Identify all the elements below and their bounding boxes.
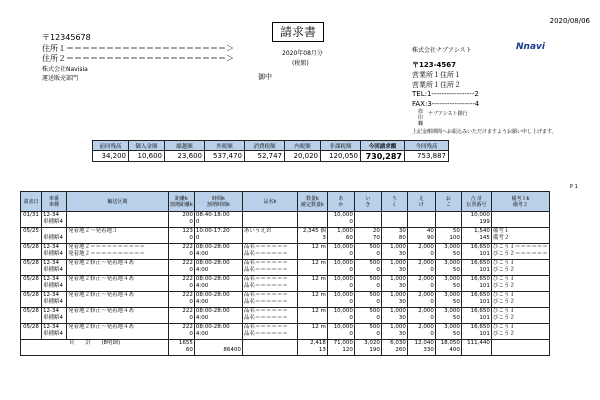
cell-item: 品名＝＝＝＝＝＝ 品名＝＝＝＝＝＝ (242, 308, 297, 324)
issue-date: 2020/08/06 (549, 17, 590, 25)
summary-table (92, 140, 449, 162)
recipient-honorific: 御中 (258, 73, 272, 81)
table-row (21, 324, 550, 340)
cell-note: びこう１ びこう２ (491, 324, 549, 340)
cell-route: 発着地２修正～発着地４あ (67, 276, 169, 292)
total-row (21, 340, 550, 356)
cell-quantity: 12 m (297, 276, 327, 292)
cell-i: 500 0 (354, 276, 381, 292)
cell-total: 16,650 101 (461, 324, 491, 340)
cell-distance: 123 0 (169, 228, 195, 244)
cell-quantity (297, 212, 327, 228)
cell-a: 1,000 60 (327, 228, 354, 244)
total-item (242, 340, 297, 356)
cell-u: 1,000 30 (381, 260, 407, 276)
remittance-note: 上記金額期間へお振込みいただけますようお願い申し上げます。 (412, 129, 557, 135)
cell-i: 500 0 (354, 308, 381, 324)
summary-value: 120,050 (321, 151, 361, 162)
cell-a: 10,000 0 (327, 260, 354, 276)
cell-u: 1,000 30 (381, 324, 407, 340)
column-header: 数量k 確定数量k (297, 192, 327, 212)
summary-value: 52,747 (245, 151, 285, 162)
cell-a: 10,000 0 (327, 276, 354, 292)
summary-header: 内税額 (285, 141, 321, 151)
page-number: P 1 (570, 184, 578, 190)
cell-vehicle: 12-34 車種略4 (42, 212, 67, 228)
summary-value: 730,287 (361, 151, 405, 162)
cell-vehicle: 12-34 車種略4 (42, 324, 67, 340)
cell-u: 1,000 30 (381, 244, 407, 260)
cell-quantity: 2,345 個 3 (297, 228, 327, 244)
tax-note: (税額) (292, 60, 309, 67)
cell-route: 発着地２修正～発着地４あ (67, 260, 169, 276)
cell-note: びこう１ びこう２ (491, 276, 549, 292)
total-quantity: 2,418 13 (297, 340, 327, 356)
cell-vehicle: 12-34 車種略4 (42, 292, 67, 308)
issuer-tel: TEL:1-----------------2 (412, 90, 479, 98)
company-logo: Nnavi (516, 42, 545, 52)
recipient-address-1: 住所１＝＝＝＝＝＝＝＝＝＝＝＝＝＝＝＝＝＝＝＝＞ (42, 44, 234, 53)
bank-name: ナブアシスト銀行 (428, 111, 468, 117)
cell-o: 3,000 50 (435, 276, 461, 292)
cell-e: 2,000 0 (407, 244, 435, 260)
issuer-fax: FAX:3-----------------4 (412, 100, 480, 108)
cell-quantity: 12 m (297, 308, 327, 324)
cell-o: 3,000 50 (435, 260, 461, 276)
cell-route: 発着地２修正～発着地４あ (67, 292, 169, 308)
recipient-postal: 〒12345678 (42, 33, 91, 42)
column-header: 合 計 伝票番号 (461, 192, 491, 212)
cell-note: 備考１ 備考２ (491, 228, 549, 244)
cell-item: 品名＝＝＝＝＝＝ 品名＝＝＝＝＝＝ (242, 292, 297, 308)
table-row (21, 212, 550, 228)
cell-date: 01/31 (21, 212, 42, 228)
table-row (21, 308, 550, 324)
cell-e: 2,000 0 (407, 292, 435, 308)
cell-quantity: 12 m (297, 260, 327, 276)
cell-total: 16,650 101 (461, 276, 491, 292)
summary-header: 消費税額 (245, 141, 285, 151)
summary-header: 外税額 (205, 141, 245, 151)
cell-i: 20 70 (354, 228, 381, 244)
total-u: 6,030 260 (381, 340, 407, 356)
total-o: 18,050 400 (435, 340, 461, 356)
cell-o: 3,000 50 (435, 308, 461, 324)
cell-note: びこう１ びこう２ (491, 260, 549, 276)
summary-header: 今回請求額 (361, 141, 405, 151)
cell-date: 05/28 (21, 276, 42, 292)
cell-note: びこう１＝＝＝＝＝＝ びこう２＝＝＝＝＝＝ (491, 244, 549, 260)
cell-time: 08:00-28:00 4:00 (194, 308, 242, 324)
cell-vehicle: 車種略4 (42, 228, 67, 244)
cell-distance: 200 0 (169, 212, 195, 228)
column-header: え け (407, 192, 435, 212)
cell-time: 08:00-28:00 4:00 (194, 260, 242, 276)
summary-header: 非課税額 (321, 141, 361, 151)
cell-route: 発着地２修正～発着地４あ (67, 324, 169, 340)
cell-item: 品名＝＝＝＝＝＝ 品名＝＝＝＝＝＝ (242, 244, 297, 260)
cell-i: 500 0 (354, 292, 381, 308)
summary-header: 繰越額 (165, 141, 205, 151)
column-header: 品名k (242, 192, 297, 212)
cell-total: 16,650 101 (461, 244, 491, 260)
cell-quantity: 12 m (297, 292, 327, 308)
cell-o: 3,000 50 (435, 244, 461, 260)
cell-e: 2,000 0 (407, 324, 435, 340)
table-row (21, 292, 550, 308)
column-header: 距離k 割増距離k (169, 192, 195, 212)
cell-time: 10:00-17:20 0 (194, 228, 242, 244)
cell-a: 10,000 0 (327, 244, 354, 260)
cell-o: 50 100 (435, 228, 461, 244)
cell-quantity: 12 m (297, 324, 327, 340)
column-header: う く (381, 192, 407, 212)
cell-note: びこう１ びこう２ (491, 308, 549, 324)
cell-item: あいうえお (242, 228, 297, 244)
cell-total: 16,650 101 (461, 292, 491, 308)
total-distance: 1655 60 (169, 340, 195, 356)
column-header: 時間k 割増時間k (194, 192, 242, 212)
cell-o (435, 212, 461, 228)
cell-distance: 222 0 (169, 324, 195, 340)
cell-u: 30 80 (381, 228, 407, 244)
cell-date: 05/28 (21, 324, 42, 340)
column-header: 車番 車種 (42, 192, 67, 212)
cell-a: 10,000 0 (327, 308, 354, 324)
column-header: 輸送区間 (67, 192, 169, 212)
total-time: 86400 (194, 340, 242, 356)
cell-distance: 222 0 (169, 292, 195, 308)
cell-i (354, 212, 381, 228)
summary-value: 537,470 (205, 151, 245, 162)
total-i: 3,020 190 (354, 340, 381, 356)
detail-table (20, 191, 550, 356)
cell-date: 05/28 (21, 292, 42, 308)
issuer-address-1: 営業所１住所１ (412, 71, 461, 79)
summary-header: 前回残高 (93, 141, 129, 151)
cell-distance: 222 0 (169, 308, 195, 324)
cell-date: 05/28 (21, 244, 42, 260)
cell-total: 10,000 199 (461, 212, 491, 228)
cell-time: 08:00-28:00 4:00 (194, 292, 242, 308)
column-header: お こ (435, 192, 461, 212)
cell-note (491, 212, 549, 228)
cell-item: 品名＝＝＝＝＝＝ 品名＝＝＝＝＝＝ (242, 260, 297, 276)
cell-vehicle: 12-34 車種略4 (42, 260, 67, 276)
cell-a: 10,000 0 (327, 324, 354, 340)
cell-item: 品名＝＝＝＝＝＝ 品名＝＝＝＝＝＝ (242, 276, 297, 292)
table-row (21, 276, 550, 292)
cell-e (407, 212, 435, 228)
cell-item (242, 212, 297, 228)
cell-distance: 222 0 (169, 276, 195, 292)
cell-route: 発着地２～発着地３ (67, 228, 169, 244)
summary-header: 今回残高 (405, 141, 449, 151)
cell-vehicle: 12-34 車種略4 (42, 308, 67, 324)
cell-total: 16,650 101 (461, 308, 491, 324)
issuer-name: 株式会社ナブアシスト (412, 47, 472, 54)
cell-i: 500 0 (354, 260, 381, 276)
cell-a: 10,000 0 (327, 292, 354, 308)
summary-value: 10,600 (129, 151, 165, 162)
summary-header: 御入金額 (129, 141, 165, 151)
summary-value: 34,200 (93, 151, 129, 162)
summary-value: 23,600 (165, 151, 205, 162)
cell-note: びこう１ びこう２ (491, 292, 549, 308)
cell-i: 500 0 (354, 244, 381, 260)
cell-route (67, 212, 169, 228)
seal-label: 捺 印 欄 (418, 109, 424, 127)
cell-item: 品名＝＝＝＝＝＝ 品名＝＝＝＝＝＝ (242, 324, 297, 340)
cell-total: 1,540 145 (461, 228, 491, 244)
column-header: い き (354, 192, 381, 212)
issuer-postal: 〒123-4567 (412, 61, 456, 69)
recipient-department: 運送販売部門 (42, 75, 79, 82)
issuer-address-2: 営業所１住所２ (412, 81, 461, 89)
total-label: 頁 計 (8明細) (21, 340, 169, 356)
cell-route: 発着地２＝＝＝＝＝＝＝＝＝＝ 発着地２＝＝＝＝＝＝＝＝＝＝ (67, 244, 169, 260)
recipient-address-2: 住所２＝＝＝＝＝＝＝＝＝＝＝＝＝＝＝＝＝＝＝＝＞ (42, 54, 234, 63)
cell-a: 10,000 0 (327, 212, 354, 228)
table-row (21, 228, 550, 244)
total-sum: 111,440 (461, 340, 491, 356)
table-row (21, 244, 550, 260)
cell-u (381, 212, 407, 228)
cell-route: 発着地２修正～発着地４あ (67, 308, 169, 324)
cell-e: 40 90 (407, 228, 435, 244)
cell-u: 1,000 30 (381, 276, 407, 292)
cell-time: 08:00-28:00 4:00 (194, 276, 242, 292)
billing-period: 2020年08月分 (282, 50, 323, 57)
column-header: 備考１k 備考２ (491, 192, 549, 212)
cell-i: 500 0 (354, 324, 381, 340)
cell-quantity: 12 m (297, 244, 327, 260)
summary-value: 20,020 (285, 151, 321, 162)
cell-date: 05/25 (21, 228, 42, 244)
cell-date: 05/28 (21, 260, 42, 276)
summary-value: 753,887 (405, 151, 449, 162)
column-header: 請求日 (21, 192, 42, 212)
cell-vehicle: 12-34 車種略4 (42, 276, 67, 292)
cell-distance: 222 0 (169, 244, 195, 260)
cell-u: 1,000 30 (381, 292, 407, 308)
recipient-company: 株式会社Navisia (42, 66, 88, 73)
cell-e: 2,000 0 (407, 260, 435, 276)
cell-o: 3,000 50 (435, 292, 461, 308)
total-note (491, 340, 549, 356)
table-row (21, 260, 550, 276)
column-header: あ か (327, 192, 354, 212)
cell-vehicle: 12-34 車種略4 (42, 244, 67, 260)
cell-time: 08:00-28:00 4:00 (194, 244, 242, 260)
cell-o: 3,000 50 (435, 324, 461, 340)
total-e: 12,040 330 (407, 340, 435, 356)
cell-distance: 222 0 (169, 260, 195, 276)
cell-u: 1,000 30 (381, 308, 407, 324)
cell-e: 2,000 0 (407, 308, 435, 324)
cell-time: 08:40-18:00 0 (194, 212, 242, 228)
cell-date: 05/28 (21, 308, 42, 324)
document-title: 請求書 (272, 22, 324, 42)
cell-time: 08:00-28:00 4:00 (194, 324, 242, 340)
total-a: 71,000 120 (327, 340, 354, 356)
cell-total: 16,650 101 (461, 260, 491, 276)
cell-e: 2,000 0 (407, 276, 435, 292)
